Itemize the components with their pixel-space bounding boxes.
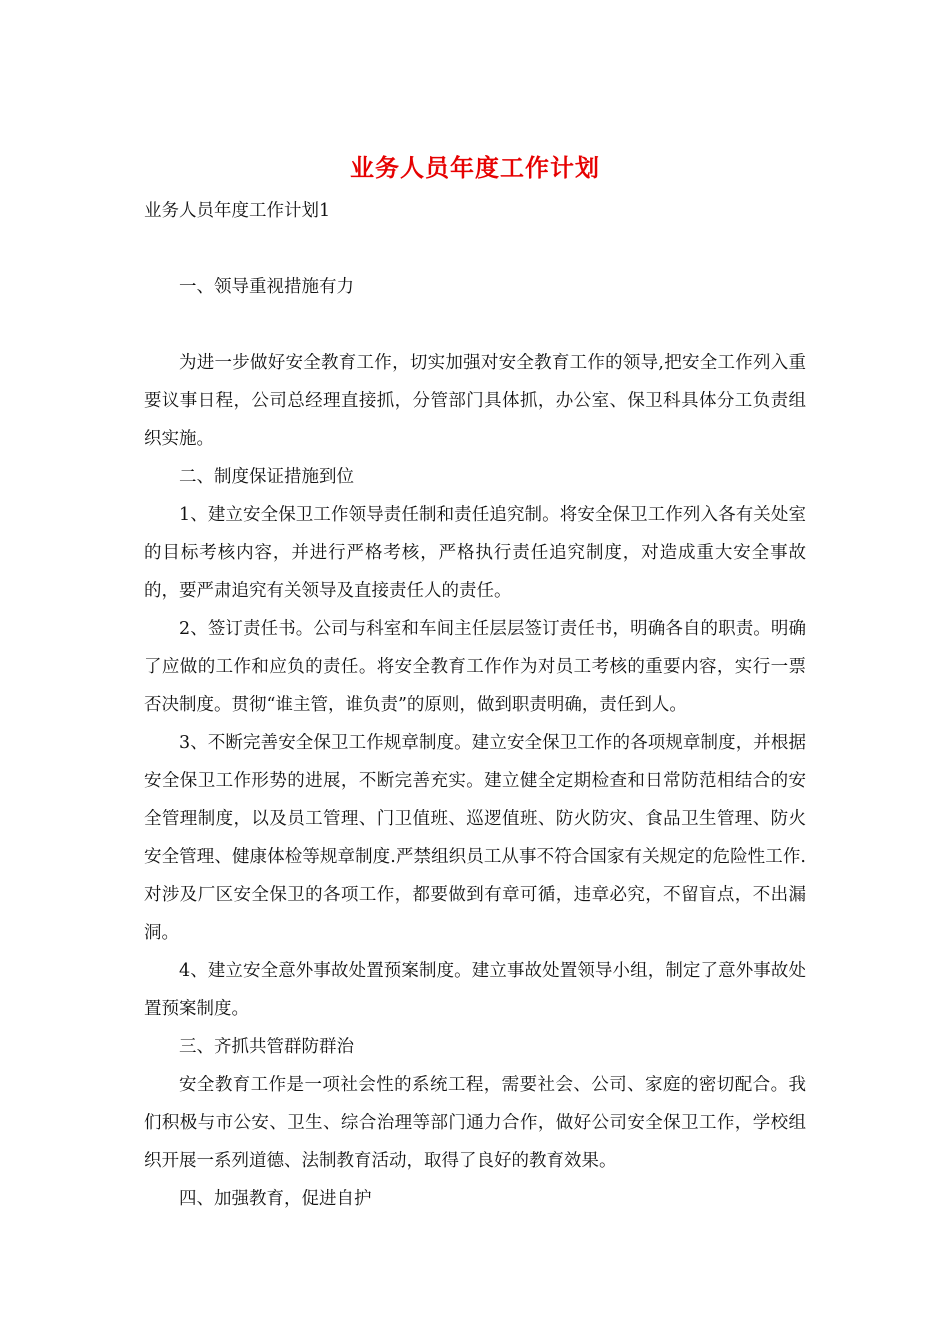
section-heading-3: 三、齐抓共管群防群治 (179, 1037, 354, 1057)
document-title: 业务人员年度工作计划 (350, 153, 600, 182)
paragraph-6: 安全教育工作是一项社会性的系统工程，需要社会、公司、家庭的密切配合。我们积极与市公安、卫生、综合治理等部门通力合作，做好公司安全保卫工作，学校组织开展一系列道德、法制教育活动，取得了良好的教育效果。 (144, 1075, 806, 1171)
document-subtitle: 业务人员年度工作计划1 (144, 201, 331, 221)
paragraph-2: 1、建立安全保卫工作领导责任制和责任追究制。将安全保卫工作列入各有关处室的目标考核内容，并进行严格考核，严格执行责任追究制度，对造成重大安全事故的，要严肃追究有关领导及直接责任人的责任。 (144, 505, 806, 601)
paragraph-4: 3、不断完善安全保卫工作规章制度。建立安全保卫工作的各项规章制度，并根据安全保卫工作形势的进展，不断完善充实。建立健全定期检查和日常防范相结合的安全管理制度，以及员工管理、门卫值班、巡逻值班、防火防灾、食品卫生管理、防火安全管理、健康体检等规章制度.严禁组织员工从事不符合国家有关规定的危险性工作.对涉及厂区安全保卫的各项工作，都要做到有章可循，违章必究，不留盲点，不出漏洞。 (144, 733, 806, 943)
spacer (144, 306, 806, 344)
section-heading-2: 二、制度保证措施到位 (179, 467, 354, 487)
document-body (144, 192, 806, 1218)
paragraph-1: 为进一步做好安全教育工作，切实加强对安全教育工作的领导,把安全工作列入重要议事日程，公司总经理直接抓，分管部门具体抓，办公室、保卫科具体分工负责组织实施。 (144, 353, 806, 449)
paragraph-5: 4、建立安全意外事故处置预案制度。建立事故处置领导小组，制定了意外事故处置预案制度。 (144, 961, 806, 1019)
paragraph-3: 2、签订责任书。公司与科室和车间主任层层签订责任书，明确各自的职责。明确了应做的工作和应负的责任。将安全教育工作作为对员工考核的重要内容，实行一票否决制度。贯彻“谁主管，谁负责”的原则，做到职责明确，责任到人。 (144, 619, 806, 715)
section-heading-1: 一、领导重视措施有力 (179, 277, 354, 297)
section-heading-4: 四、加强教育，促进自护 (179, 1189, 372, 1209)
spacer (144, 230, 806, 268)
